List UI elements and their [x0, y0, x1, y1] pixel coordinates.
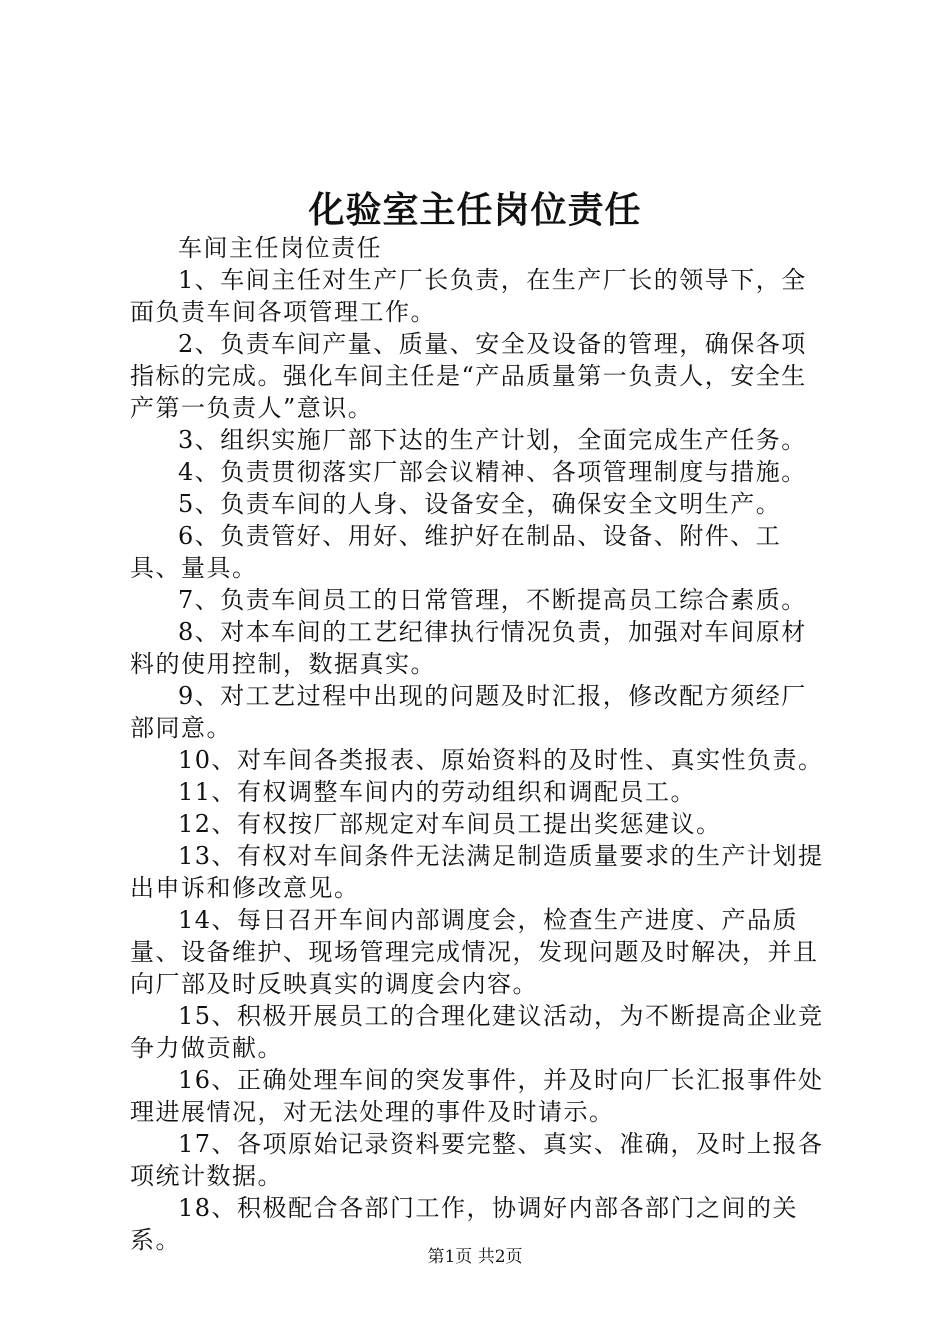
duty-item-10: 10、对车间各类报表、原始资料的及时性、真实性负责。: [178, 746, 824, 774]
duty-item-3: 3、组织实施厂部下达的生产计划，全面完成生产任务。: [178, 426, 807, 454]
duty-item-13: 13、有权对车间条件无法满足制造质量要求的生产计划提出申诉和修改意见。: [130, 842, 824, 902]
duty-item-14: 14、每日召开车间内部调度会，检查生产进度、产品质量、设备维护、现场管理完成情况，发现问题及时解决，并且向厂部及时反映真实的调度会内容。: [130, 906, 819, 998]
document-body: [130, 232, 830, 1256]
duty-item-12: 12、有权按厂部规定对车间员工提出奖惩建议。: [178, 810, 722, 838]
page-number-footer: 第1页 共2页: [427, 1247, 523, 1267]
duty-item-11: 11、有权调整车间内的劳动组织和调配员工。: [178, 778, 697, 806]
duty-item-5: 5、负责车间的人身、设备安全，确保安全文明生产。: [178, 490, 782, 518]
document-title: 化验室主任岗位责任: [308, 189, 642, 231]
duty-item-17: 17、各项原始记录资料要完整、真实、准确，及时上报各项统计数据。: [130, 1130, 824, 1190]
duty-item-4: 4、负责贯彻落实厂部会议精神、各项管理制度与措施。: [178, 458, 807, 486]
section-heading: 车间主任岗位责任: [178, 234, 382, 262]
duty-item-6: 6、负责管好、用好、维护好在制品、设备、附件、工具、量具。: [130, 522, 782, 582]
duty-item-18: 18、积极配合各部门工作，协调好内部各部门之间的关系。: [130, 1194, 799, 1254]
duty-item-16: 16、正确处理车间的突发事件，并及时向厂长汇报事件处理进展情况，对无法处理的事件及时请示。: [130, 1066, 824, 1126]
duty-item-9: 9、对工艺过程中出现的问题及时汇报，修改配方须经厂部同意。: [130, 682, 807, 742]
duty-item-1: 1、车间主任对生产厂长负责，在生产厂长的领导下，全面负责车间各项管理工作。: [130, 266, 807, 326]
duty-item-8: 8、对本车间的工艺纪律执行情况负责，加强对车间原材料的使用控制，数据真实。: [130, 618, 807, 678]
duty-item-15: 15、积极开展员工的合理化建议活动，为不断提高企业竞争力做贡献。: [130, 1002, 824, 1062]
duty-item-7: 7、负责车间员工的日常管理，不断提高员工综合素质。: [178, 586, 807, 614]
duty-item-2: 2、负责车间产量、质量、安全及设备的管理，确保各项指标的完成。强化车间主任是“产品质量第一负责人，安全生产第一负责人”意识。: [130, 330, 807, 422]
